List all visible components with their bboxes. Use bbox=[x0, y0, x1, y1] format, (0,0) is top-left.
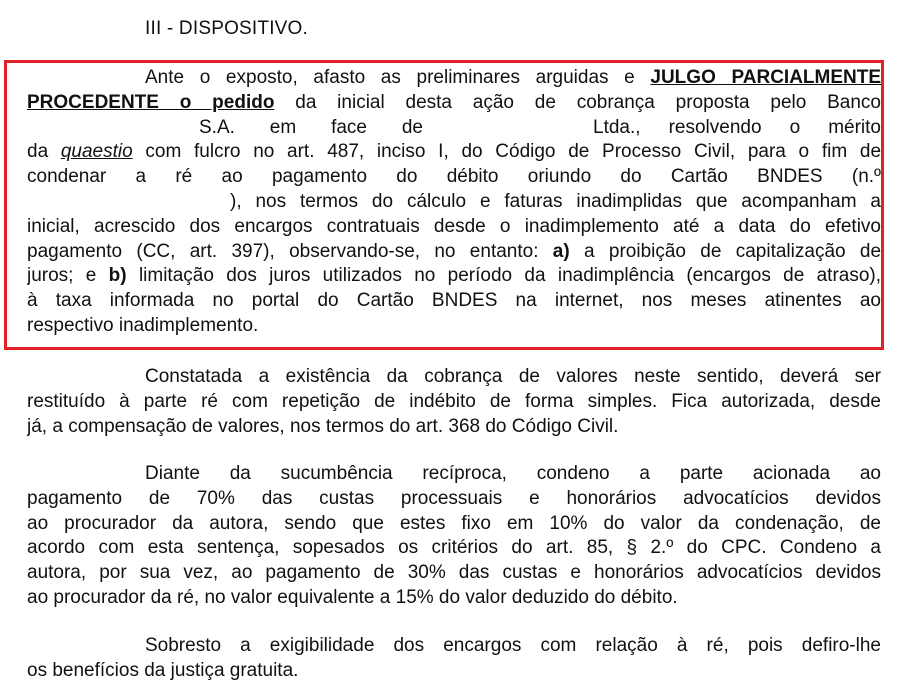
paragraph-line: Sobresto a exigibilidade dos encargos com relação à ré, pois defiro-lhe bbox=[145, 635, 881, 656]
paragraph-line: respectivo inadimplemento. bbox=[27, 314, 259, 336]
paragraph-line: S.A. em face de Ltda., resolvendo o mérito bbox=[27, 116, 881, 141]
paragraph-line: os benefícios da justiça gratuita. bbox=[27, 659, 299, 681]
bold-underlined-text: JULGO PARCIALMENTE bbox=[650, 67, 881, 88]
paragraph-line: já, a compensação de valores, nos termos do art. 368 do Código Civil. bbox=[27, 415, 619, 437]
paragraph-costs bbox=[27, 462, 881, 611]
bold-underlined-text: PROCEDENTE o pedido bbox=[27, 91, 275, 113]
section-heading: III - DISPOSITIVO. bbox=[145, 18, 309, 39]
paragraph-line: pagamento (CC, art. 397), observando-se, no entanto: a) a proibição de capitalização de bbox=[27, 240, 881, 262]
paragraph-line: Ante o exposto, afasto as preliminares arguidas e JULGO PARCIALMENTE bbox=[145, 67, 881, 88]
paragraph-line: juros; e b) limitação dos juros utilizados no período da inadimplência (encargos de atraso), bbox=[27, 265, 881, 287]
paragraph-line: restituído à parte ré com repetição de indébito de forma simples. Fica autorizada, desde bbox=[27, 390, 881, 412]
paragraph-line: pagamento de 70% das custas processuais e honorários advocatícios devidos bbox=[27, 487, 881, 509]
paragraph-line: à taxa informada no portal do Cartão BNDES na internet, nos meses atinentes ao bbox=[27, 290, 881, 312]
paragraph-restitution bbox=[27, 365, 881, 439]
paragraph-line: ao procurador da autora, sendo que estes fixo em 10% do valor da condenação, de bbox=[27, 512, 881, 534]
italic-term: quaestio bbox=[60, 141, 133, 163]
paragraph-line: Constatada a existência da cobrança de valores neste sentido, deverá ser bbox=[145, 366, 881, 387]
paragraph-line: ao procurador da ré, no valor equivalente a 15% do valor deduzido do débito. bbox=[27, 586, 678, 608]
paragraph-line: inicial, acrescido dos encargos contratuais desde o inadimplemento até a data do efetivo bbox=[27, 215, 881, 237]
paragraph-line: condenar a ré ao pagamento do débito oriundo do Cartão BNDES (n.º bbox=[27, 166, 881, 188]
paragraph-gratuity bbox=[27, 634, 881, 684]
paragraph-line: Diante da sucumbência recíproca, condeno a parte acionada ao bbox=[145, 463, 881, 484]
paragraph-line: autora, por sua vez, ao pagamento de 30% das custas e honorários advocatícios devidos bbox=[27, 562, 881, 584]
paragraph-line: PROCEDENTE o pedido da inicial desta ação de cobrança proposta pelo Banco bbox=[27, 91, 881, 113]
paragraph-line: da quaestio com fulcro no art. 487, inciso I, do Código de Processo Civil, para o fim de bbox=[27, 141, 881, 163]
redacted-name bbox=[423, 119, 593, 137]
redacted-number bbox=[27, 193, 230, 211]
paragraph-dispositive bbox=[27, 66, 881, 339]
paragraph-line: ), nos termos do cálculo e faturas inadimplidas que acompanham a bbox=[27, 190, 881, 215]
redacted-name bbox=[27, 119, 199, 137]
paragraph-line: acordo com esta sentença, sopesados os critérios do art. 85, § 2.º do CPC. Condeno a bbox=[27, 537, 881, 559]
